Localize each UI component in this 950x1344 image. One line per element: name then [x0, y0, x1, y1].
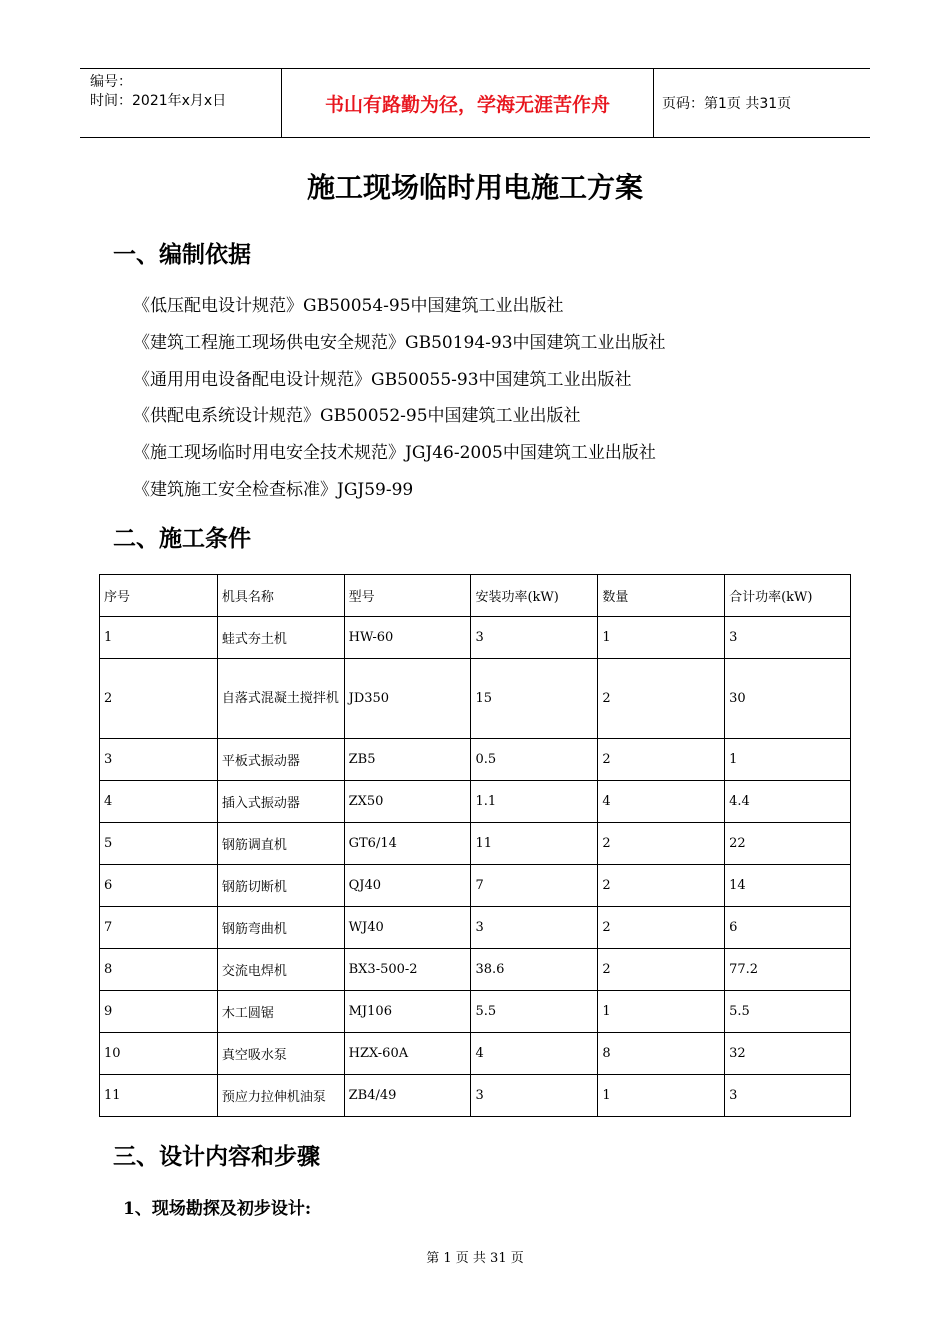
section-heading-conditions: 二、施工条件 — [113, 525, 251, 552]
table-cell: 14 — [725, 865, 851, 907]
table-row — [100, 991, 851, 1033]
motto: 书山有路勤为径，学海无涯苦作舟 — [281, 69, 654, 137]
table-cell: 木工圆锯 — [217, 991, 344, 1033]
table-cell: 钢筋调直机 — [217, 823, 344, 865]
table-cell: 蛙式夯土机 — [217, 617, 344, 659]
table-cell: 1 — [100, 617, 218, 659]
table-cell: JD350 — [344, 659, 471, 739]
table-cell: 15 — [471, 659, 598, 739]
table-cell: 5.5 — [471, 991, 598, 1033]
table-cell: 平板式振动器 — [217, 739, 344, 781]
table-cell: 插入式振动器 — [217, 781, 344, 823]
table-header-row — [100, 575, 851, 617]
table-row — [100, 865, 851, 907]
table-cell: 交流电焊机 — [217, 949, 344, 991]
table-cell: HZX-60A — [344, 1033, 471, 1075]
table-cell: 6 — [100, 865, 218, 907]
table-cell: 38.6 — [471, 949, 598, 991]
document-title: 施工现场临时用电施工方案 — [306, 171, 643, 204]
subsection-heading: 1、现场勘探及初步设计: — [123, 1199, 312, 1219]
table-cell: 2 — [598, 823, 725, 865]
table-cell: 3 — [725, 1075, 851, 1117]
column-header: 机具名称 — [217, 575, 344, 617]
table-cell: HW-60 — [344, 617, 471, 659]
reference-item: 《供配电系统设计规范》GB50052-95中国建筑工业出版社 — [133, 406, 581, 426]
column-header: 序号 — [100, 575, 218, 617]
table-cell: 5.5 — [725, 991, 851, 1033]
table-cell: 真空吸水泵 — [217, 1033, 344, 1075]
table-cell: ZB4/49 — [344, 1075, 471, 1117]
number-label: 编号： — [90, 74, 132, 90]
reference-item: 《建筑施工安全检查标准》JGJ59-99 — [133, 480, 414, 500]
table-row — [100, 949, 851, 991]
table-row — [100, 1033, 851, 1075]
table-cell: 4.4 — [725, 781, 851, 823]
table-cell: 4 — [100, 781, 218, 823]
table-cell: 自落式混凝土搅拌机 — [217, 659, 344, 739]
table-cell: 5 — [100, 823, 218, 865]
table-cell: 22 — [725, 823, 851, 865]
table-cell: ZX50 — [344, 781, 471, 823]
table-row — [100, 1075, 851, 1117]
table-cell: 1 — [725, 739, 851, 781]
table-cell: GT6/14 — [344, 823, 471, 865]
table-cell: 8 — [598, 1033, 725, 1075]
table-cell: 钢筋弯曲机 — [217, 907, 344, 949]
table-cell: 预应力拉伸机油泵 — [217, 1075, 344, 1117]
table-cell: 77.2 — [725, 949, 851, 991]
table-cell: 10 — [100, 1033, 218, 1075]
table-cell: 1 — [598, 1075, 725, 1117]
table-cell: 钢筋切断机 — [217, 865, 344, 907]
table-row — [100, 739, 851, 781]
table-cell: 1 — [598, 991, 725, 1033]
table-cell: 11 — [471, 823, 598, 865]
section-heading-design: 三、设计内容和步骤 — [113, 1143, 320, 1170]
page-header — [80, 68, 870, 138]
table-cell: ZB5 — [344, 739, 471, 781]
column-header: 合计功率(kW) — [725, 575, 851, 617]
time-label: 时间：2021年x月x日 — [90, 93, 227, 109]
column-header: 数量 — [598, 575, 725, 617]
table-cell: 3 — [471, 617, 598, 659]
table-cell: 8 — [100, 949, 218, 991]
table-cell: 7 — [100, 907, 218, 949]
table-cell: 2 — [598, 907, 725, 949]
section-heading-basis: 一、编制依据 — [113, 241, 251, 268]
table-cell: 2 — [598, 739, 725, 781]
table-cell: 2 — [598, 659, 725, 739]
equipment-table — [99, 574, 851, 1117]
reference-item: 《通用用电设备配电设计规范》GB50055-93中国建筑工业出版社 — [133, 370, 632, 390]
table-cell: 6 — [725, 907, 851, 949]
table-cell: 0.5 — [471, 739, 598, 781]
table-cell: 3 — [100, 739, 218, 781]
column-header: 型号 — [344, 575, 471, 617]
table-cell: QJ40 — [344, 865, 471, 907]
table-row — [100, 781, 851, 823]
page-info: 页码：第1页 共31页 — [662, 96, 792, 112]
table-cell: 4 — [471, 1033, 598, 1075]
reference-item: 《施工现场临时用电安全技术规范》JGJ46-2005中国建筑工业出版社 — [133, 443, 656, 463]
table-cell: 1 — [598, 617, 725, 659]
table-cell: 2 — [100, 659, 218, 739]
column-header: 安装功率(kW) — [471, 575, 598, 617]
table-cell: 2 — [598, 949, 725, 991]
table-cell: WJ40 — [344, 907, 471, 949]
table-cell: 1.1 — [471, 781, 598, 823]
table-row — [100, 617, 851, 659]
page-footer: 第 1 页 共 31 页 — [426, 1251, 524, 1266]
table-row — [100, 659, 851, 739]
table-cell: 3 — [471, 1075, 598, 1117]
table-cell: 11 — [100, 1075, 218, 1117]
header-left-cell — [80, 69, 281, 137]
table-cell: BX3-500-2 — [344, 949, 471, 991]
table-cell: 2 — [598, 865, 725, 907]
table-cell: 30 — [725, 659, 851, 739]
table-cell: MJ106 — [344, 991, 471, 1033]
reference-item: 《建筑工程施工现场供电安全规范》GB50194-93中国建筑工业出版社 — [133, 333, 666, 353]
table-row — [100, 823, 851, 865]
table-cell: 32 — [725, 1033, 851, 1075]
table-row — [100, 907, 851, 949]
table-cell: 3 — [725, 617, 851, 659]
table-cell: 7 — [471, 865, 598, 907]
reference-item: 《低压配电设计规范》GB50054-95中国建筑工业出版社 — [133, 296, 564, 316]
table-cell: 3 — [471, 907, 598, 949]
table-cell: 9 — [100, 991, 218, 1033]
table-cell: 4 — [598, 781, 725, 823]
